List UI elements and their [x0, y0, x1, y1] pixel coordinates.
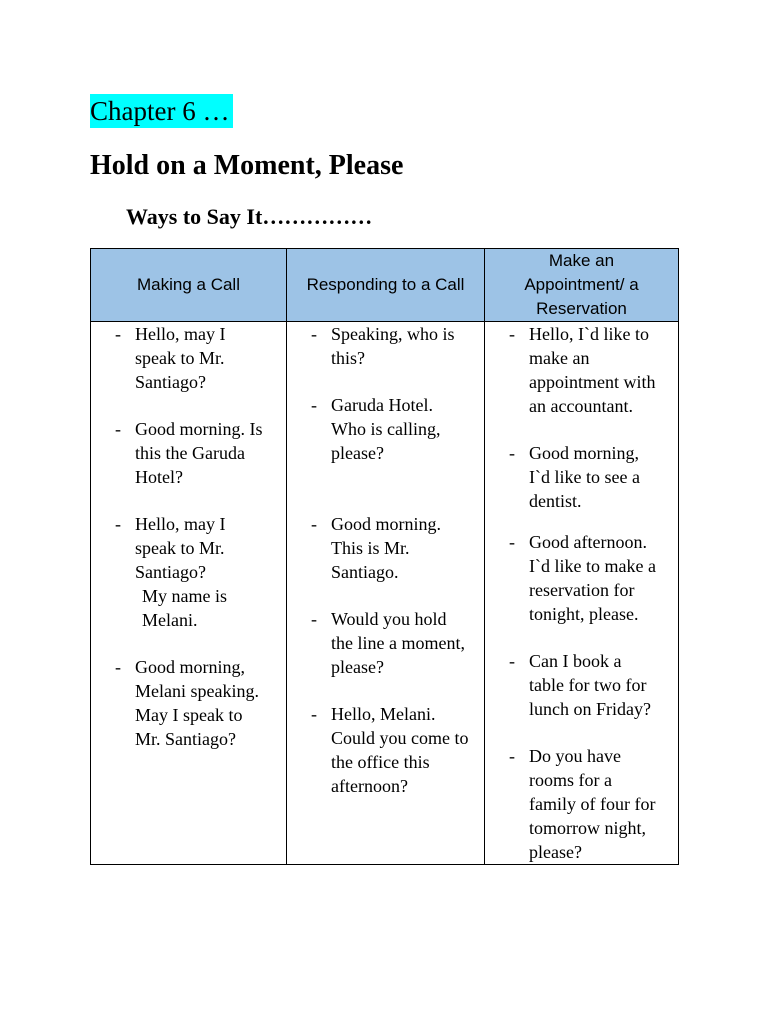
table-header-row	[91, 249, 679, 322]
phrase-line: please?	[529, 842, 582, 862]
phrase-line: - Would you hold	[331, 609, 447, 629]
section-subtitle: Ways to Say It……………	[126, 204, 373, 229]
phrase-line: speak to Mr.	[135, 538, 225, 558]
header-line: Appointment/ a	[524, 275, 639, 294]
list-item	[91, 417, 286, 489]
list-item	[287, 512, 484, 584]
list-item	[91, 655, 286, 751]
header-responding-to-a-call	[287, 249, 485, 322]
phrases-table	[90, 248, 679, 865]
phrase-line: - Can I book a	[529, 651, 622, 671]
phrase-line: please?	[331, 657, 384, 677]
phrase-line: - Good morning.	[331, 514, 441, 534]
phrase-line: My name is	[142, 586, 227, 606]
phrase-line: please?	[331, 443, 384, 463]
phrase-line: I`d like to see a	[529, 467, 640, 487]
phrase-line: Hotel?	[135, 467, 183, 487]
header-make-an-appointment	[485, 249, 679, 322]
list-item	[287, 322, 484, 370]
phrase-line: tomorrow night,	[529, 818, 646, 838]
table-body-row	[91, 322, 679, 865]
phrase-list	[287, 322, 484, 798]
phrase-line: reservation for	[529, 580, 635, 600]
phrase-line: appointment with	[529, 372, 656, 392]
header-line: Make an	[548, 251, 615, 270]
header-line: Making a Call	[137, 275, 240, 294]
phrase-line: the office this	[331, 752, 430, 772]
phrase-line: the line a moment,	[331, 633, 465, 653]
phrase-line: afternoon?	[331, 776, 408, 796]
phrase-list	[91, 322, 286, 751]
phrase-line: - Hello, I`d like to	[529, 324, 649, 344]
list-item	[287, 702, 484, 798]
header-line: Responding to a Call	[306, 275, 465, 294]
phrase-line: tonight, please.	[529, 604, 639, 624]
phrase-line: speak to Mr.	[135, 348, 225, 368]
list-item	[485, 744, 678, 864]
phrase-line: family of four for	[529, 794, 656, 814]
list-item	[287, 607, 484, 679]
phrase-line: an accountant.	[529, 396, 633, 416]
phrase-line: - Hello, Melani.	[331, 704, 436, 724]
phrase-line: Santiago?	[135, 562, 206, 582]
phrase-line: Santiago?	[135, 372, 206, 392]
phrase-line: Who is calling,	[331, 419, 441, 439]
phrase-line: - Hello, may I	[135, 514, 226, 534]
list-item	[485, 530, 678, 626]
phrase-line: - Garuda Hotel.	[331, 395, 433, 415]
phrase-line: make an	[529, 348, 590, 368]
phrase-line: - Good morning,	[135, 657, 245, 677]
list-item	[485, 649, 678, 721]
phrase-line: I`d like to make a	[529, 556, 656, 576]
phrase-line: Could you come to	[331, 728, 469, 748]
phrase-line: Melani speaking.	[135, 681, 259, 701]
phrase-line: this?	[331, 348, 365, 368]
header-line: Reservation	[536, 299, 627, 318]
phrase-line: table for two for	[529, 675, 647, 695]
phrase-line: Mr. Santiago?	[135, 729, 236, 749]
phrase-line: this the Garuda	[135, 443, 245, 463]
list-item	[485, 322, 678, 418]
phrase-list	[485, 322, 678, 864]
page-title: Hold on a Moment, Please	[90, 150, 404, 181]
phrase-line: - Speaking, who is	[331, 324, 455, 344]
phrase-line: - Hello, may I	[135, 324, 226, 344]
column-make-an-appointment	[485, 322, 679, 865]
list-item	[91, 322, 286, 394]
phrase-line: - Good morning. Is	[135, 419, 263, 439]
phrase-line: Santiago.	[331, 562, 399, 582]
phrase-line: May I speak to	[135, 705, 243, 725]
header-making-a-call	[91, 249, 287, 322]
phrase-line: rooms for a	[529, 770, 612, 790]
phrase-line: - Good afternoon.	[529, 532, 647, 552]
phrase-line: Melani.	[142, 610, 198, 630]
list-item	[91, 512, 286, 632]
phrase-line: - Do you have	[529, 746, 621, 766]
column-making-a-call	[91, 322, 287, 865]
chapter-label: Chapter 6 …	[90, 94, 233, 128]
phrase-line: lunch on Friday?	[529, 699, 651, 719]
list-item	[287, 393, 484, 465]
phrase-line: This is Mr.	[331, 538, 410, 558]
column-responding-to-a-call	[287, 322, 485, 865]
phrase-line: dentist.	[529, 491, 582, 511]
list-item	[485, 441, 678, 513]
phrase-line: - Good morning,	[529, 443, 639, 463]
